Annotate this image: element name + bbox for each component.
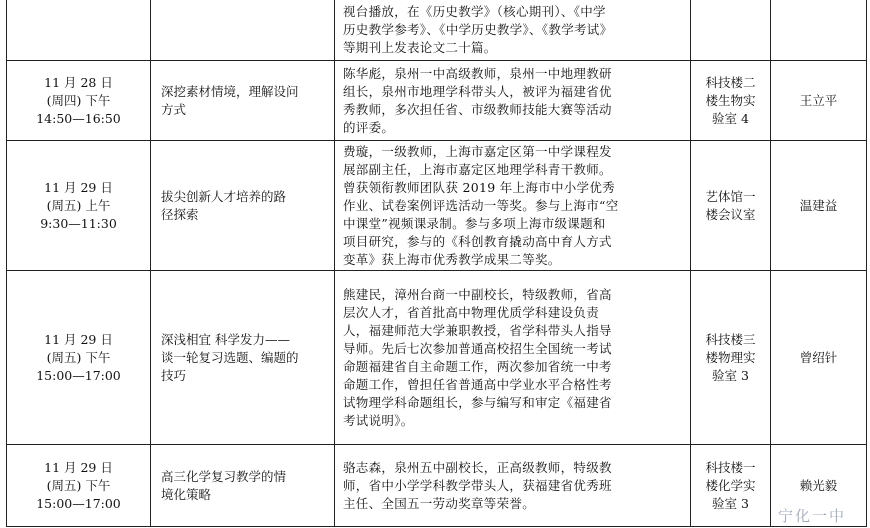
speaker-intro-cell [335, 271, 691, 445]
schedule-table [6, 0, 867, 527]
time-range-text: 9:30—11:30 [40, 215, 117, 231]
table-row [7, 271, 867, 445]
intro-line: 费璇，一级教师，上海市嘉定区第一中学课程发 [343, 143, 612, 159]
weekday-text: (周五) 下午 [46, 349, 111, 365]
venue-line: 验室 4 [712, 110, 749, 126]
intro-line: 视台播放，在《历史教学》（核心期刊）、《中学 [343, 3, 606, 19]
date-text: 11 月 28 日 [44, 74, 113, 90]
topic-line: 拔尖创新人才培养的路 [161, 188, 287, 204]
intro-line: 项目研究，参与的《科创教育撬动高中育人方式 [343, 233, 612, 249]
host-cell [771, 0, 867, 61]
time-cell [7, 445, 151, 527]
time-cell [7, 141, 151, 271]
venue-line: 楼化学实 [705, 477, 756, 493]
intro-line: 层次人才，省首批高中物理优质学科建设负责 [343, 304, 600, 320]
venue-line: 科技楼三 [705, 331, 756, 347]
intro-line: 骆志森，泉州五中副校长，正高级教师，特级教 [343, 459, 612, 475]
weekday-text: (周四) 下午 [46, 92, 111, 108]
intro-line: 师，省中小学学科教学带头人，获福建省优秀班 [343, 477, 612, 493]
intro-line: 等期刊上发表论文二十篇。 [343, 39, 497, 55]
topic-line: 境化策略 [161, 486, 212, 502]
venue-line: 楼物理实 [705, 349, 756, 365]
topic-line: 方式 [161, 101, 187, 117]
venue-line: 验室 3 [712, 495, 749, 511]
topic-line: 技巧 [161, 367, 187, 383]
topic-cell [151, 61, 335, 141]
topic-cell [151, 141, 335, 271]
intro-line: 作业、试卷案例评选活动一等奖。参与上海市“空 [343, 197, 619, 213]
intro-line: 变革》获上海市优秀教学成果二等奖。 [343, 251, 561, 267]
intro-line: 考试说明》。 [343, 412, 414, 428]
intro-line: 曾获领衔教师团队获 2019 年上海市中小学优秀 [343, 179, 615, 195]
topic-line: 谈一轮复习选题、编题的 [161, 349, 299, 365]
host-cell: 赖光毅 [771, 445, 867, 527]
watermark: 宁化一中 [777, 507, 846, 525]
topic-cell [151, 445, 335, 527]
time-cell [7, 61, 151, 141]
venue-cell [691, 141, 771, 271]
time-range-text: 14:50—16:50 [36, 110, 121, 126]
venue-line: 楼生物实 [705, 92, 756, 108]
date-text: 11 月 29 日 [44, 459, 113, 475]
intro-line: 人，福建师范大学兼职教授，省学科带头人指导 [343, 322, 612, 338]
intro-line: 秀教师，多次担任省、市级教师技能大赛等活动 [343, 101, 612, 117]
intro-line: 陈华彪，泉州一中高级教师，泉州一中地理教研 [343, 65, 612, 81]
intro-line: 命题工作，曾担任省普通高中学业水平合格性考 [343, 376, 612, 392]
table-row [7, 445, 867, 527]
intro-line: 试物理学科命题组长，参与编写和审定《福建省 [343, 394, 612, 410]
speaker-intro-cell [335, 141, 691, 271]
venue-cell [691, 61, 771, 141]
table-row [7, 0, 867, 61]
intro-line: 熊建民，漳州台商一中副校长，特级教师，省高 [343, 286, 612, 302]
intro-line: 组长，泉州市地理学科带头人，被评为福建省优 [343, 83, 612, 99]
venue-line: 验室 3 [712, 367, 749, 383]
venue-cell [691, 271, 771, 445]
date-text: 11 月 29 日 [44, 179, 113, 195]
intro-line: 命题福建省自主命题工作，两次参加省统一中考 [343, 358, 612, 374]
topic-cell [151, 271, 335, 445]
venue-line: 科技楼一 [705, 459, 756, 475]
table-row [7, 61, 867, 141]
host-cell: 王立平 [771, 61, 867, 141]
time-cell [7, 0, 151, 61]
topic-cell [151, 0, 335, 61]
topic-line: 深浅相宜 科学发力—— [161, 331, 290, 347]
time-range-text: 15:00—17:00 [36, 495, 121, 511]
venue-cell [691, 445, 771, 527]
weekday-text: (周五) 下午 [46, 477, 111, 493]
host-cell: 曾绍针 [771, 271, 867, 445]
intro-line: 历史教学参考》、《中学历史教学》、《教学考试》 [343, 21, 613, 37]
host-cell: 温建益 [771, 141, 867, 271]
speaker-intro-cell [335, 61, 691, 141]
topic-line: 深挖素材情境，理解设问 [161, 83, 299, 99]
intro-line: 的评委。 [343, 119, 395, 135]
intro-line: 中课堂”视频课录制。参与多项上海市级课题和 [343, 215, 606, 231]
speaker-intro-cell [335, 445, 691, 527]
topic-line: 高三化学复习教学的情 [161, 468, 287, 484]
speaker-intro-cell [335, 0, 691, 61]
venue-cell [691, 0, 771, 61]
venue-line: 科技楼二 [705, 74, 756, 90]
intro-line: 导师。先后七次参加普通高校招生全国统一考试 [343, 340, 612, 356]
venue-line: 楼会议室 [705, 206, 756, 222]
intro-line: 展部副主任，上海市嘉定区地理学科青干教师。 [343, 161, 612, 177]
time-range-text: 15:00—17:00 [36, 367, 121, 383]
date-text: 11 月 29 日 [44, 331, 113, 347]
weekday-text: (周五) 上午 [46, 197, 111, 213]
topic-line: 径探索 [161, 206, 199, 222]
venue-line: 艺体馆一 [705, 188, 756, 204]
intro-line: 主任、全国五一劳动奖章等荣誉。 [343, 495, 536, 511]
time-cell [7, 271, 151, 445]
table-row [7, 141, 867, 271]
